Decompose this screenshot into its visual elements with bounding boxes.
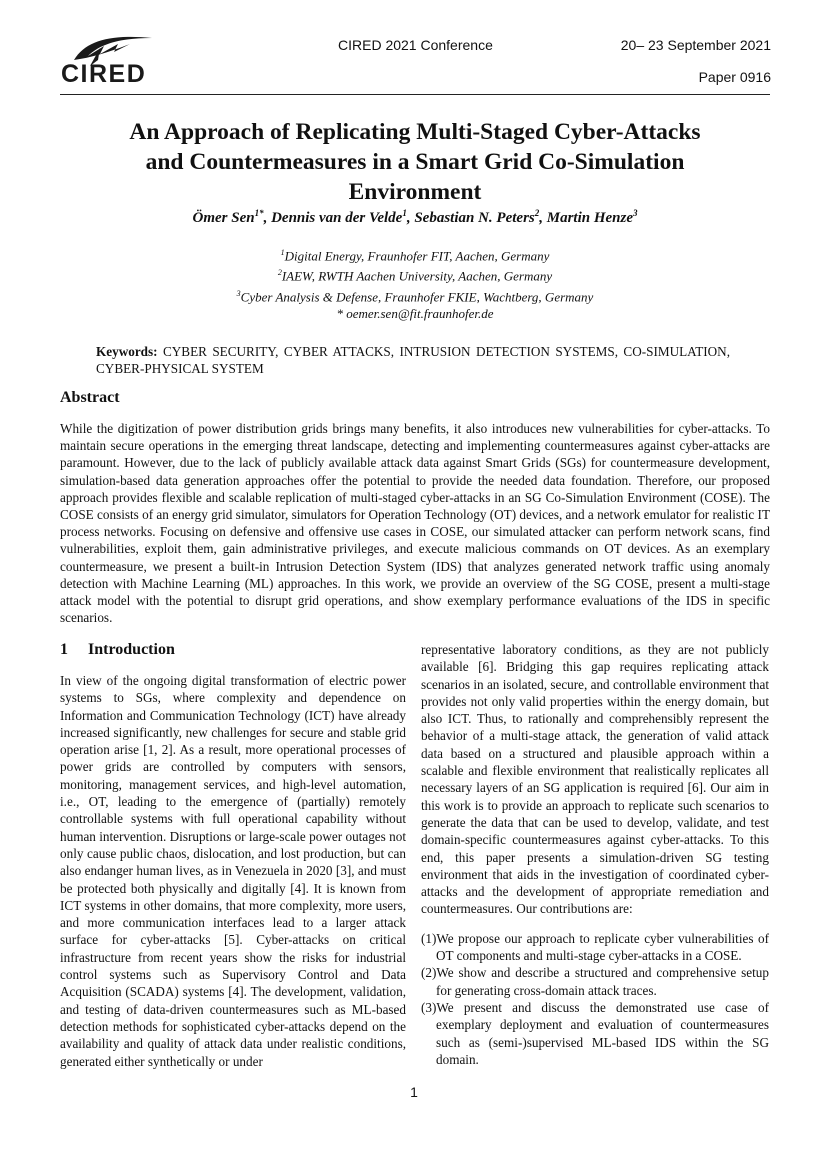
keywords-text: CYBER SECURITY, CYBER ATTACKS, INTRUSION DETECTION SYSTEMS, CO-SIMULATION, CYBER-PHYSICAL SYSTEM — [96, 344, 731, 376]
email-link[interactable]: * oemer.sen@fit.fraunhofer.de — [336, 305, 494, 321]
contribution-item: (2)We show and describe a structured and comprehensive setup for generating cross-domain attack traces. — [421, 965, 769, 998]
affil-text: IAEW, RWTH Aachen University, Aachen, Germany — [281, 268, 553, 284]
affiliation — [60, 285, 770, 305]
affiliation — [60, 244, 770, 264]
author-name: Ömer Sen — [192, 210, 255, 226]
conference-date: 20– 23 September 2021 — [620, 37, 771, 53]
affiliation-list — [60, 244, 770, 322]
author-name: Sebastian N. Peters — [414, 210, 535, 226]
header-divider — [60, 94, 770, 95]
author-affil-mark: 3 — [633, 208, 638, 218]
abstract-body: While the digitization of power distribution grids brings many benefits, it also introduces new vulnerabilities for cyber-attacks. To maintain secure operations in the emerging threat landscape, detecting and implementing countermeasures against cyber-attacks are paramount. However, due to the lack of publicly available attack data against Smart Grids (SGs) for countermeasure development, simulation-based data generation approaches offer the potential to provide the needed data foundation. Therefore, our proposed approach provides flexible and scalable replication of multi-staged cyber-attacks in an SG Co-Simulation Environment (COSE). The COSE consists of an energy grid simulator, simulators for Operation Technology (OT) devices, and a network emulator for realistic IT process networks. Focusing on defensive and offensive use cases in COSE, our simulated attacker can perform network scans, find vulnerabilities, exploit them, gain administrative privileges, and execute malicious commands on OT devices. As an exemplary countermeasure, we present a built-in Intrusion Detection System (IDS) that analyzes generated network traffic using anomaly detection with Machine Learning (ML) approaches. In this work, we provide an overview of the SG COSE, present a multi-stage attack model with the potential to disrupt grid operations, and show exemplary performance evaluations of the IDS in specific scenarios. — [60, 421, 770, 626]
abstract-heading: Abstract — [60, 389, 120, 406]
cired-logo — [60, 30, 160, 86]
affil-mark: 1 — [280, 248, 285, 257]
title-line: Environment — [348, 179, 482, 205]
contribution-item: (1)We propose our approach to replicate cyber vulnerabilities of OT components and multi-stage cyber-attacks in a COSE. — [421, 930, 769, 964]
corresponding-email[interactable] — [60, 305, 770, 322]
page-number: 1 — [410, 1084, 418, 1100]
affiliation — [60, 264, 770, 284]
affil-mark: 2 — [277, 268, 282, 278]
contribution-list — [421, 930, 769, 1068]
keywords — [96, 343, 730, 377]
conference-name: CIRED 2021 Conference — [338, 37, 493, 53]
paper-id: Paper 0916 — [698, 69, 771, 85]
left-column — [60, 640, 406, 1070]
title-line: An Approach of Replicating Multi-Staged Cyber-Attacks — [129, 119, 701, 145]
author-affil-mark: 2 — [534, 208, 540, 218]
section-heading — [60, 640, 406, 660]
author-list: Ömer Sen$^{1*}$, Dennis van der Velde$^1$, Sebastian N. Peters$^2$, Martin Henze$^3$ — [192, 208, 638, 226]
author-affil-mark: 1* — [254, 208, 264, 218]
affil-text: Cyber Analysis & Defense, Fraunhofer FKIE, Wachtberg, Germany — [240, 288, 594, 304]
right-column — [421, 641, 769, 1068]
cired-logo-graphic — [60, 30, 160, 86]
intro-paragraph: In view of the ongoing digital transformation of electric power systems to SGs, where complexity and dependence on Information and Communication Technology (ICT) have already increased significantly, new challenges for secure and stable grid operation arise [1, 2]. As a result, more operational processes of power grids are controlled by computers with sensors, monitoring, management services, and high-level automation, i.e., OT, leading to the emergence of (partially) remotely controllable systems with full operational capability without human intervention. Disruptions or large-scale power outages not only cause public chaos, dislocation, and lost production, but can also endanger human lives, as in Venezuela in 2020 [3], and must be protected both physically and digitally [4]. It is known from ICT systems in other domains, that more complexity, more users, and more communication interfaces lead to a larger attack surface for cyber-attacks [5]. Cyber-attacks on critical infrastructure from recent years show the risks for industrial control systems such as Supervisory Control and Data Acquisition (SCADA) systems [4]. The development, validation, and testing of data-driven countermeasures such as ML-based detection methods for sophisticated cyber-attacks depend on the availability and quality of attack data under realistic conditions, generated either synthetically or under — [60, 673, 406, 1069]
intro-paragraph-continued: representative laboratory conditions, as they are not publicly available [6]. Bridging this gap requires replicating attack scenarios in an isolated, secure, and controllable environment that provides not only valid properties within the energy domain, but also ICT. Thus, to rationally and comprehensibly represent the behavior of a multi-stage attack, the generation of valid attack data based on a structured and plausible approach within a scalable and flexible environment that realistically replicates all necessary layers of an SG application is required [6]. Our aim in this work is to provide an approach to replicate such scenarios to generate the data that can be used to develop, validate, and test domain-specific countermeasures against cyber-attacks. To this end, this paper presents a simulation-driven SG testing environment that aids in the investigation of coordinated cyber-attacks and the development of appropriate remediation and countermeasures. Our contributions are: — [421, 642, 769, 917]
author-name: Dennis van der Velde — [271, 210, 403, 226]
affil-text: Digital Energy, Fraunhofer FIT, Aachen, Germany — [284, 248, 550, 264]
affil-mark: 3 — [236, 288, 241, 298]
section-number: 1 — [60, 641, 68, 658]
title-line: and Countermeasures in a Smart Grid Co-Simulation — [145, 149, 685, 175]
paper-title — [60, 117, 770, 207]
cired-logo-text: CIRED — [61, 60, 147, 86]
keywords-label: Keywords: — [96, 344, 158, 359]
contribution-item: (3)We present and discuss the demonstrated use case of exemplary deployment and evaluation of countermeasures such as (semi-)supervised ML-based IDS within the SG domain. — [421, 999, 769, 1067]
author-name: Martin Henze — [546, 210, 634, 226]
section-title: Introduction — [88, 641, 175, 658]
author-affil-mark: 1 — [402, 208, 407, 218]
